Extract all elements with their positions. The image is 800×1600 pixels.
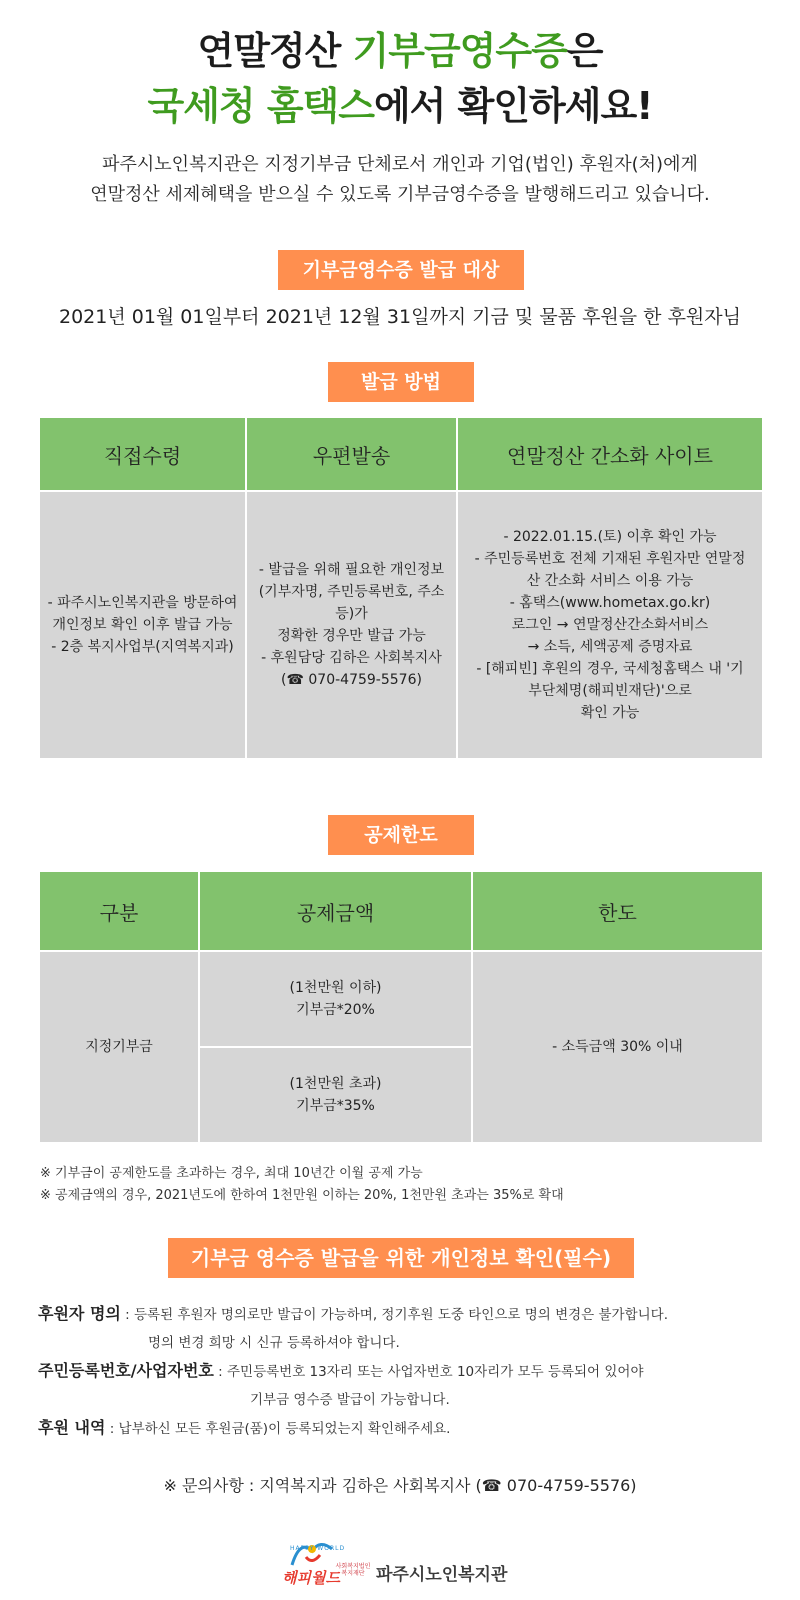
method-header-site: 연말정산 간소화 사이트 <box>457 417 763 491</box>
target-badge: 기부금영수증 발급 대상 <box>278 250 524 290</box>
personal-info-badge: 기부금 영수증 발급을 위한 개인정보 확인(필수) <box>168 1238 634 1278</box>
method-cell-site <box>457 491 763 759</box>
intro-line1: 파주시노인복지관은 지정기부금 단체로서 개인과 기업(법인) 후원자(처)에게 <box>102 154 698 175</box>
cell-line: → 소득, 세액공제 증명자료 <box>527 639 693 655</box>
cell-line: - 2022.01.15.(토) 이후 확인 가능 <box>503 529 717 545</box>
info-text-cont: 기부금 영수증 발급이 가능합니다. <box>250 1392 450 1408</box>
info-row-history <box>38 1414 768 1443</box>
deduction-amount-low <box>199 951 472 1047</box>
cell-line: 확인 가능 <box>580 705 640 721</box>
contact-info: ※ 문의사항 : 지역복지과 김하은 사회복지사 (☎ 070-4759-5576) <box>163 1476 637 1495</box>
deduction-category-cell: 지정기부금 <box>39 951 199 1143</box>
logo-org-name: 파주시노인복지관 <box>376 1565 508 1585</box>
page-title-line2 <box>0 82 800 130</box>
deduction-limit-cell: - 소득금액 30% 이내 <box>472 951 763 1143</box>
page-title-line1 <box>0 27 800 75</box>
deduction-header-amount: 공제금액 <box>199 871 472 951</box>
method-cell-mail <box>246 491 457 759</box>
cell-line: 기부금*35% <box>296 1098 375 1114</box>
cell-line: (1천만원 초과) <box>289 1076 382 1092</box>
method-badge: 발급 방법 <box>328 362 474 402</box>
deduction-header-category: 구분 <box>39 871 199 951</box>
deduction-table <box>38 870 764 1144</box>
cell-line: - 홈택스(www.hometax.go.kr) <box>509 595 711 611</box>
deduction-badge: 공제한도 <box>328 815 474 855</box>
period-dates: 2021년 01월 01일부터 2021년 12월 31일 <box>58 306 430 328</box>
cell-line: - 주민등록번호 전체 기재된 후원자만 연말정 <box>474 551 746 567</box>
deduction-header-limit: 한도 <box>472 871 763 951</box>
info-label: 후원자 명의 <box>38 1304 121 1323</box>
title-text-c: 은 <box>566 29 603 73</box>
cell-line: 정확한 경우만 발급 가능 <box>277 628 426 644</box>
cell-line: 로그인 → 연말정산간소화서비스 <box>511 617 709 633</box>
info-row-donor-name <box>38 1300 768 1357</box>
method-cell-direct <box>39 491 246 759</box>
title-highlight-receipt: 기부금영수증 <box>352 29 567 73</box>
cell-line: (기부자명, 주민등록번호, 주소 <box>258 584 445 600</box>
period-rest: 까지 기금 및 물품 후원을 한 후원자님 <box>429 306 741 328</box>
cell-line: 부단체명(해피빈재단)'으로 <box>528 683 692 699</box>
info-label: 후원 내역 <box>38 1418 106 1437</box>
note-line: ※ 공제금액의 경우, 2021년도에 한하여 1천만원 이하는 20%, 1천만원 초과는 35%로 확대 <box>40 1188 564 1203</box>
cell-line: 등)가 <box>335 606 368 622</box>
logo-wordmark: 해피월드 <box>282 1569 340 1587</box>
cell-line: - 후원담당 김하은 사회복지사 <box>261 650 442 666</box>
deduction-notes <box>40 1163 564 1207</box>
title-text-d: 에서 확인하세요! <box>373 84 653 128</box>
cell-line: - 파주시노인복지관을 방문하여 <box>47 595 238 611</box>
info-label: 주민등록번호/사업자번호 <box>38 1361 214 1380</box>
info-text-cont: 명의 변경 희망 시 신규 등록하셔야 합니다. <box>148 1335 400 1351</box>
info-text: : 등록된 후원자 명의로만 발급이 가능하며, 정기후원 도중 타인으로 명의 변경은 불가합니다. <box>120 1307 669 1323</box>
note-line: ※ 기부금이 공제한도를 초과하는 경우, 최대 10년간 이월 공제 가능 <box>40 1166 423 1181</box>
cell-line: 개인정보 확인 이후 발급 가능 <box>52 617 233 633</box>
intro-text <box>0 150 800 210</box>
target-period <box>0 302 800 332</box>
title-text-a: 연말정산 <box>197 29 353 73</box>
logo-happy-world: HAPPY WORLD <box>290 1545 346 1552</box>
cell-line: (1천만원 이하) <box>289 980 382 996</box>
logo-subtitle: 사회복지법인 복지재단 <box>335 1563 371 1577</box>
info-text: : 납부하신 모든 후원금(품)이 등록되었는지 확인해주세요. <box>105 1421 451 1437</box>
deduction-amount-high <box>199 1047 472 1143</box>
personal-info-list <box>38 1300 768 1443</box>
info-row-id-number <box>38 1357 768 1414</box>
intro-line2: 연말정산 세제혜택을 받으실 수 있도록 기부금영수증을 발행해드리고 있습니다. <box>90 184 710 205</box>
cell-line: - 2층 복지사업부(지역복지과) <box>51 639 234 655</box>
title-highlight-hometax: 국세청 홈택스 <box>147 84 374 128</box>
cell-line: 기부금*20% <box>296 1002 375 1018</box>
cell-line: - 발급을 위해 필요한 개인정보 <box>258 562 445 578</box>
cell-line: 산 간소화 서비스 이용 가능 <box>526 573 694 589</box>
cell-line: - [해피빈] 후원의 경우, 국세청홈택스 내 '기 <box>476 661 744 677</box>
method-header-mail: 우편발송 <box>246 417 457 491</box>
method-table <box>38 416 764 760</box>
cell-line: (☎ 070-4759-5576) <box>281 672 422 688</box>
organization-logo <box>282 1535 532 1591</box>
method-header-direct: 직접수령 <box>39 417 246 491</box>
info-text: : 주민등록번호 13자리 또는 사업자번호 10자리가 모두 등록되어 있어야 <box>213 1364 644 1380</box>
